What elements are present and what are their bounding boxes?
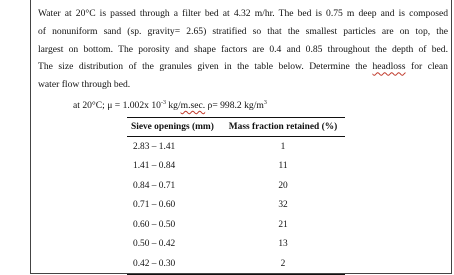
table-row	[127, 235, 345, 255]
fluid-properties	[73, 100, 267, 111]
problem-line-3: largest on bottom. The porosity and shape factors are 0.4 and 0.85 throughout the depth of bed.	[38, 43, 448, 55]
problem-line-4-tail: for clean	[405, 61, 448, 73]
table-row	[127, 157, 345, 177]
cell-fraction: 1	[280, 141, 286, 152]
cell-sieve: 0.84 – 0.71	[133, 180, 176, 191]
problem-line-4-text: The size distribution of the granules given in the table below. Determine the	[38, 61, 373, 73]
spellcheck-units[interactable]: m.sec.	[180, 100, 206, 111]
header-mass-fraction: Mass fraction retained (%)	[228, 122, 338, 132]
cell-sieve: 0.50 – 0.42	[133, 239, 176, 250]
cell-sieve: 0.42 – 0.30	[133, 259, 176, 269]
problem-line-2: of nonuniform sand (sp. gravity= 2.65) stratified so that the smallest particles are on top, the	[38, 25, 448, 37]
table-row	[127, 196, 345, 216]
size-distribution-table	[127, 117, 345, 275]
table-row	[127, 176, 345, 196]
cell-fraction: 13	[278, 239, 288, 250]
problem-line-1: Water at 20°C is passed through a filter bed at 4.32 m/hr. The bed is 0.75 m deep and is composed	[38, 8, 448, 19]
cell-fraction: 11	[278, 161, 288, 172]
cell-sieve: 0.71 – 0.60	[133, 200, 176, 211]
cell-fraction: 2	[280, 259, 286, 269]
problem-line-5: water flow through bed.	[38, 79, 131, 91]
cell-sieve: 2.83 – 1.41	[133, 141, 176, 152]
viscosity-text: at 20°C; μ = 1.002x 10	[73, 100, 161, 111]
problem-line-4	[38, 58, 448, 76]
cell-fraction: 20	[278, 180, 288, 191]
density-text: ρ= 998.2 kg/m	[205, 100, 264, 111]
cell-fraction: 32	[278, 200, 288, 211]
table-row	[127, 254, 345, 274]
cell-sieve: 1.41 – 0.84	[133, 161, 176, 172]
table-row	[127, 137, 345, 157]
table-header	[127, 118, 345, 137]
units-text: kg/	[165, 100, 181, 111]
cell-fraction: 21	[278, 219, 288, 230]
spellcheck-word[interactable]: headloss	[372, 61, 406, 73]
header-sieve: Sieve openings (mm)	[131, 122, 214, 132]
cell-sieve: 0.60 – 0.50	[133, 219, 176, 230]
problem-statement	[38, 5, 448, 94]
table-row	[127, 215, 345, 235]
density-exponent: 3	[263, 100, 267, 106]
viscosity-exponent: -3	[160, 100, 166, 106]
